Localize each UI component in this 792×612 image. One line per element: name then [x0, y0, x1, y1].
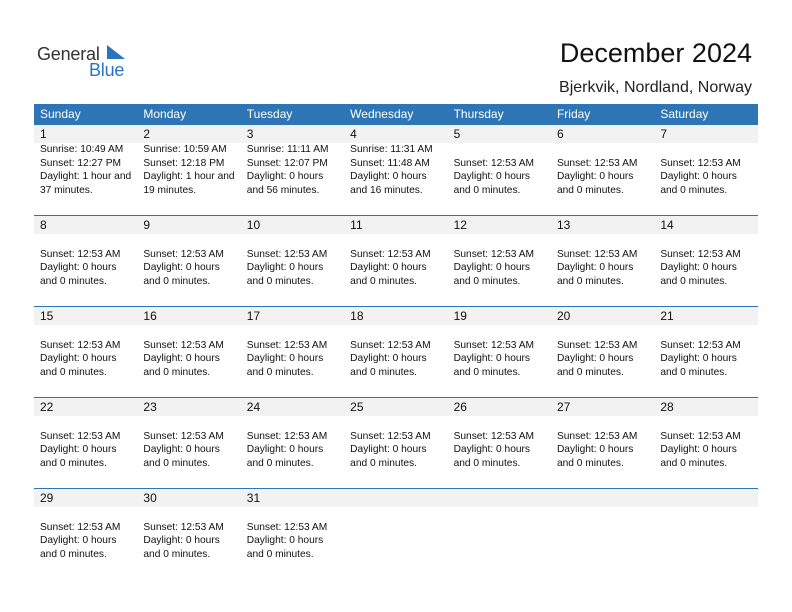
sun-info-line: and 0 minutes.	[660, 457, 728, 469]
day-number: 2	[143, 127, 151, 141]
day-number: 21	[660, 309, 674, 323]
day-cell	[344, 216, 447, 288]
sun-info-line: Sunset: 12:53 AM	[556, 339, 638, 351]
day-sun-info	[454, 234, 551, 288]
day-number: 15	[40, 309, 54, 323]
day-cell	[654, 216, 757, 288]
sun-info-line: Sunset: 12:18 PM	[143, 157, 225, 169]
day-cell	[344, 489, 447, 561]
sun-info-line	[660, 521, 757, 535]
sun-info-line: and 0 minutes.	[143, 275, 211, 287]
sun-info-line	[454, 416, 551, 430]
sun-info-line: Sunset: 12:53 AM	[453, 430, 534, 442]
day-sun-info	[557, 234, 654, 288]
sun-info-line: Sunset: 12:53 AM	[350, 339, 431, 351]
logo-triangle-icon	[105, 45, 127, 61]
day-cell	[551, 125, 654, 197]
day-sun-info	[660, 143, 757, 197]
sun-info-line: Sunset: 12:27 PM	[40, 157, 121, 169]
day-number: 28	[660, 400, 674, 414]
week-row	[34, 215, 758, 306]
sun-info-line: Daylight: 0 hours	[246, 262, 324, 274]
sun-info-line: Daylight: 0 hours	[246, 171, 324, 183]
sun-info-line: and 56 minutes.	[246, 184, 320, 196]
sun-info-line: and 0 minutes.	[556, 366, 624, 378]
sun-info-line	[660, 325, 757, 339]
sun-info-line: Daylight: 0 hours	[660, 444, 737, 456]
week-row	[34, 125, 758, 215]
day-number: 6	[556, 127, 564, 141]
sun-info-line: Sunset: 12:53 AM	[143, 339, 224, 351]
day-cell	[241, 125, 344, 197]
sun-info-line: and 0 minutes.	[556, 184, 624, 196]
day-number: 20	[556, 309, 571, 323]
day-cell	[344, 307, 447, 379]
day-cell	[654, 398, 757, 470]
week-row	[34, 306, 758, 397]
weekday-header-thursday: Thursday	[453, 107, 504, 121]
sun-info-line: Daylight: 0 hours	[246, 353, 324, 365]
sun-info-line: Daylight: 0 hours	[660, 353, 737, 365]
sun-info-line	[454, 143, 551, 157]
sun-info-line: and 0 minutes.	[453, 366, 521, 378]
sun-info-line	[247, 325, 344, 339]
day-sun-info	[660, 416, 757, 470]
sun-info-line	[143, 507, 240, 521]
weekday-header-saturday: Saturday	[660, 107, 709, 121]
day-number: 24	[246, 400, 261, 414]
calendar-grid	[34, 104, 758, 579]
day-cell	[241, 307, 344, 379]
sun-info-line: Sunset: 12:53 AM	[660, 430, 741, 442]
sun-info-line: and 0 minutes.	[350, 366, 417, 378]
sun-info-line: Sunset: 12:53 AM	[40, 339, 121, 351]
week-row	[34, 397, 758, 488]
sun-info-line: and 0 minutes.	[40, 548, 107, 560]
day-cell	[137, 307, 240, 379]
day-cell	[137, 398, 240, 470]
day-sun-info	[660, 234, 757, 288]
sun-info-line: 37 minutes.	[40, 184, 93, 196]
sun-info-line	[454, 521, 551, 535]
sun-info-line: and 0 minutes.	[40, 275, 107, 287]
sun-info-line: Daylight: 0 hours	[40, 262, 117, 274]
day-sun-info	[143, 143, 240, 197]
day-number: 14	[660, 218, 674, 232]
sun-info-line	[40, 325, 137, 339]
sun-info-line	[557, 416, 654, 430]
day-sun-info	[350, 325, 447, 379]
day-sun-info	[40, 416, 137, 470]
sun-info-line	[143, 325, 240, 339]
sun-info-line: Sunset: 12:53 AM	[350, 430, 431, 442]
day-number	[660, 489, 757, 507]
weekday-header-wednesday: Wednesday	[350, 107, 414, 121]
day-sun-info	[143, 234, 240, 288]
sun-info-line: Sunset: 12:53 AM	[40, 430, 121, 442]
day-number: 8	[40, 218, 47, 232]
sun-info-line	[350, 234, 447, 248]
sun-info-line: Daylight: 0 hours	[143, 262, 220, 274]
day-number: 9	[143, 218, 151, 232]
location-subtitle: Bjerkvik, Nordland, Norway	[559, 79, 752, 96]
week-row	[34, 488, 758, 579]
logo-text-general: General	[37, 44, 100, 64]
sun-info-line: Daylight: 0 hours	[143, 353, 220, 365]
day-cell	[34, 398, 137, 470]
day-number: 7	[660, 127, 668, 141]
sun-info-line: Daylight: 0 hours	[660, 262, 737, 274]
sun-info-line	[660, 416, 757, 430]
logo-text-blue: Blue	[89, 60, 125, 80]
day-sun-info	[454, 416, 551, 470]
sun-info-line	[454, 507, 551, 521]
day-sun-info	[40, 234, 137, 288]
sun-info-line: Sunset: 12:53 AM	[246, 248, 328, 260]
sun-info-line: and 0 minutes.	[556, 275, 624, 287]
day-number: 12	[453, 218, 467, 232]
day-number: 5	[453, 127, 461, 141]
day-number: 31	[246, 491, 261, 505]
day-number: 19	[453, 309, 467, 323]
sun-info-line: and 0 minutes.	[40, 366, 107, 378]
sun-info-line	[557, 548, 654, 562]
day-number: 30	[143, 491, 157, 505]
sun-info-line: Daylight: 0 hours	[453, 171, 531, 183]
day-sun-info	[247, 507, 344, 561]
day-cell	[137, 489, 240, 561]
day-sun-info	[143, 325, 240, 379]
sun-info-line: Daylight: 0 hours	[40, 535, 117, 547]
sun-info-line	[454, 325, 551, 339]
sun-info-line: Sunset: 12:53 AM	[246, 339, 328, 351]
sun-info-line: Sunset: 12:53 AM	[143, 521, 224, 533]
sun-info-line: Sunrise: 11:31 AM	[350, 144, 433, 155]
sun-info-line	[40, 416, 137, 430]
sun-info-line	[454, 534, 551, 548]
sun-info-line: and 16 minutes.	[350, 184, 423, 196]
day-number: 25	[350, 400, 364, 414]
day-cell	[344, 398, 447, 470]
day-cell	[654, 307, 757, 379]
sun-info-line: and 0 minutes.	[350, 457, 417, 469]
day-cell	[137, 125, 240, 197]
sun-info-line: Sunrise: 10:49 AM	[40, 144, 124, 155]
day-number	[557, 489, 654, 507]
day-number: 13	[556, 218, 571, 232]
sun-info-line: Daylight: 0 hours	[40, 353, 117, 365]
sun-info-line: and 0 minutes.	[453, 184, 521, 196]
day-sun-info	[350, 234, 447, 288]
day-sun-info	[40, 325, 137, 379]
weekday-header-row	[34, 104, 758, 125]
day-cell	[34, 489, 137, 561]
day-number: 3	[246, 127, 254, 141]
page-title: December 2024	[559, 38, 752, 68]
sun-info-line	[557, 234, 654, 248]
day-cell	[448, 216, 551, 288]
day-cell	[137, 216, 240, 288]
sun-info-line	[660, 534, 757, 548]
sun-info-line: Daylight: 0 hours	[453, 262, 531, 274]
sun-info-line: Daylight: 0 hours	[40, 444, 117, 456]
sun-info-line	[350, 325, 447, 339]
day-cell	[34, 125, 137, 197]
day-sun-info	[660, 507, 757, 561]
weekday-header-friday: Friday	[556, 107, 591, 121]
day-cell	[448, 125, 551, 197]
day-sun-info	[557, 325, 654, 379]
sun-info-line: Daylight: 1 hour and	[40, 171, 132, 183]
sun-info-line: Daylight: 0 hours	[660, 171, 737, 183]
sun-info-line: Daylight: 0 hours	[556, 444, 634, 456]
sun-info-line	[454, 548, 551, 562]
sun-info-line: Daylight: 0 hours	[350, 353, 427, 365]
sun-info-line: Sunset: 11:48 AM	[350, 157, 430, 169]
sun-info-line: Sunset: 12:53 AM	[40, 521, 121, 533]
sun-info-line: and 0 minutes.	[453, 275, 521, 287]
day-number: 16	[143, 309, 157, 323]
day-cell	[654, 489, 757, 561]
day-sun-info	[557, 507, 654, 561]
sun-info-line: Daylight: 0 hours	[350, 444, 427, 456]
sun-info-line: Daylight: 0 hours	[350, 262, 427, 274]
sun-info-line: and 0 minutes.	[660, 366, 728, 378]
day-sun-info	[454, 143, 551, 197]
day-cell	[241, 489, 344, 561]
sun-info-line: Daylight: 0 hours	[143, 444, 220, 456]
sun-info-line: Sunset: 12:53 AM	[453, 157, 534, 169]
weekday-header-tuesday: Tuesday	[246, 107, 293, 121]
day-number: 29	[40, 491, 54, 505]
day-number: 1	[40, 127, 47, 141]
sun-info-line: Sunset: 12:53 AM	[40, 248, 121, 260]
sun-info-line	[40, 507, 137, 521]
sun-info-line	[660, 234, 757, 248]
sun-info-line: 19 minutes.	[143, 184, 197, 196]
day-number: 26	[453, 400, 467, 414]
sun-info-line	[247, 416, 344, 430]
sun-info-line	[660, 143, 757, 157]
day-cell	[344, 125, 447, 197]
day-sun-info	[557, 143, 654, 197]
sun-info-line: and 0 minutes.	[40, 457, 107, 469]
sun-info-line	[40, 234, 137, 248]
sun-info-line: Sunset: 12:53 AM	[660, 248, 741, 260]
day-number: 23	[143, 400, 157, 414]
sun-info-line: and 0 minutes.	[350, 275, 417, 287]
sun-info-line	[143, 234, 240, 248]
day-cell	[551, 307, 654, 379]
sun-info-line: and 0 minutes.	[143, 457, 211, 469]
day-sun-info	[247, 416, 344, 470]
sun-info-line	[557, 521, 654, 535]
day-sun-info	[350, 507, 447, 561]
sun-info-line: Daylight: 0 hours	[556, 262, 634, 274]
sun-info-line	[143, 416, 240, 430]
sun-info-line	[660, 548, 757, 562]
day-number	[350, 489, 447, 507]
sun-info-line: Sunrise: 11:11 AM	[246, 144, 329, 155]
sun-info-line: Sunset: 12:53 AM	[350, 248, 431, 260]
sun-info-line: Sunset: 12:53 AM	[143, 248, 224, 260]
day-cell	[34, 216, 137, 288]
sun-info-line	[350, 416, 447, 430]
day-sun-info	[660, 325, 757, 379]
weekday-header-monday: Monday	[143, 107, 187, 121]
sun-info-line: Sunset: 12:53 AM	[660, 157, 741, 169]
day-sun-info	[143, 507, 240, 561]
day-sun-info	[247, 234, 344, 288]
day-sun-info	[350, 143, 447, 197]
day-cell	[551, 216, 654, 288]
day-sun-info	[40, 143, 137, 197]
day-number: 17	[246, 309, 261, 323]
day-cell	[448, 398, 551, 470]
sun-info-line: Sunset: 12:53 AM	[143, 430, 224, 442]
sun-info-line: and 0 minutes.	[660, 275, 728, 287]
day-sun-info	[454, 325, 551, 379]
day-cell	[551, 489, 654, 561]
sun-info-line: Sunset: 12:53 AM	[660, 339, 741, 351]
sun-info-line: Sunset: 12:53 AM	[246, 521, 328, 533]
day-number	[454, 489, 551, 507]
day-sun-info	[557, 416, 654, 470]
sun-info-line: Sunset: 12:53 AM	[556, 248, 638, 260]
sun-info-line: and 0 minutes.	[246, 457, 314, 469]
day-cell	[34, 307, 137, 379]
sun-info-line: and 0 minutes.	[453, 457, 521, 469]
sun-info-line	[350, 548, 447, 562]
sun-info-line: Daylight: 0 hours	[556, 353, 634, 365]
sun-info-line: Sunset: 12:53 AM	[556, 157, 638, 169]
sun-info-line: Sunset: 12:53 AM	[246, 430, 328, 442]
sun-info-line: Daylight: 0 hours	[453, 353, 531, 365]
sun-info-line	[557, 507, 654, 521]
day-number: 11	[350, 218, 363, 232]
day-sun-info	[247, 325, 344, 379]
day-sun-info	[143, 416, 240, 470]
sun-info-line: Sunset: 12:07 PM	[246, 157, 328, 169]
sun-info-line	[454, 234, 551, 248]
sun-info-line: Daylight: 0 hours	[453, 444, 531, 456]
day-sun-info	[40, 507, 137, 561]
sun-info-line	[557, 534, 654, 548]
day-number: 18	[350, 309, 364, 323]
sun-info-line: and 0 minutes.	[660, 184, 728, 196]
day-number: 4	[350, 127, 357, 141]
sun-info-line: Sunset: 12:53 AM	[556, 430, 638, 442]
day-cell	[654, 125, 757, 197]
sun-info-line	[660, 507, 757, 521]
sun-info-line	[557, 143, 654, 157]
sun-info-line: and 0 minutes.	[143, 366, 211, 378]
day-sun-info	[247, 143, 344, 197]
weekday-header-sunday: Sunday	[40, 107, 81, 121]
day-number: 27	[556, 400, 571, 414]
day-sun-info	[454, 507, 551, 561]
day-cell	[241, 398, 344, 470]
sun-info-line: Sunset: 12:53 AM	[453, 248, 534, 260]
day-cell	[448, 307, 551, 379]
day-cell	[448, 489, 551, 561]
sun-info-line: Daylight: 0 hours	[350, 171, 427, 183]
day-cell	[241, 216, 344, 288]
sun-info-line: Daylight: 0 hours	[246, 535, 324, 547]
sun-info-line: Daylight: 0 hours	[246, 444, 324, 456]
sun-info-line: Sunrise: 10:59 AM	[143, 144, 227, 155]
sun-info-line	[557, 325, 654, 339]
sun-info-line: and 0 minutes.	[246, 275, 314, 287]
sun-info-line: Daylight: 0 hours	[556, 171, 634, 183]
day-number: 10	[246, 218, 261, 232]
sun-info-line: and 0 minutes.	[246, 366, 314, 378]
sun-info-line: Daylight: 0 hours	[143, 535, 220, 547]
sun-info-line: and 0 minutes.	[246, 548, 314, 560]
sun-info-line: and 0 minutes.	[556, 457, 624, 469]
sun-info-line	[247, 507, 344, 521]
sun-info-line	[350, 534, 447, 548]
sun-info-line: Daylight: 1 hour and	[143, 171, 235, 183]
day-cell	[551, 398, 654, 470]
sun-info-line	[350, 521, 447, 535]
day-sun-info	[350, 416, 447, 470]
generalblue-logo	[37, 42, 137, 82]
sun-info-line	[247, 234, 344, 248]
day-number: 22	[40, 400, 54, 414]
sun-info-line: Sunset: 12:53 AM	[453, 339, 534, 351]
sun-info-line	[350, 507, 447, 521]
sun-info-line: and 0 minutes.	[143, 548, 211, 560]
